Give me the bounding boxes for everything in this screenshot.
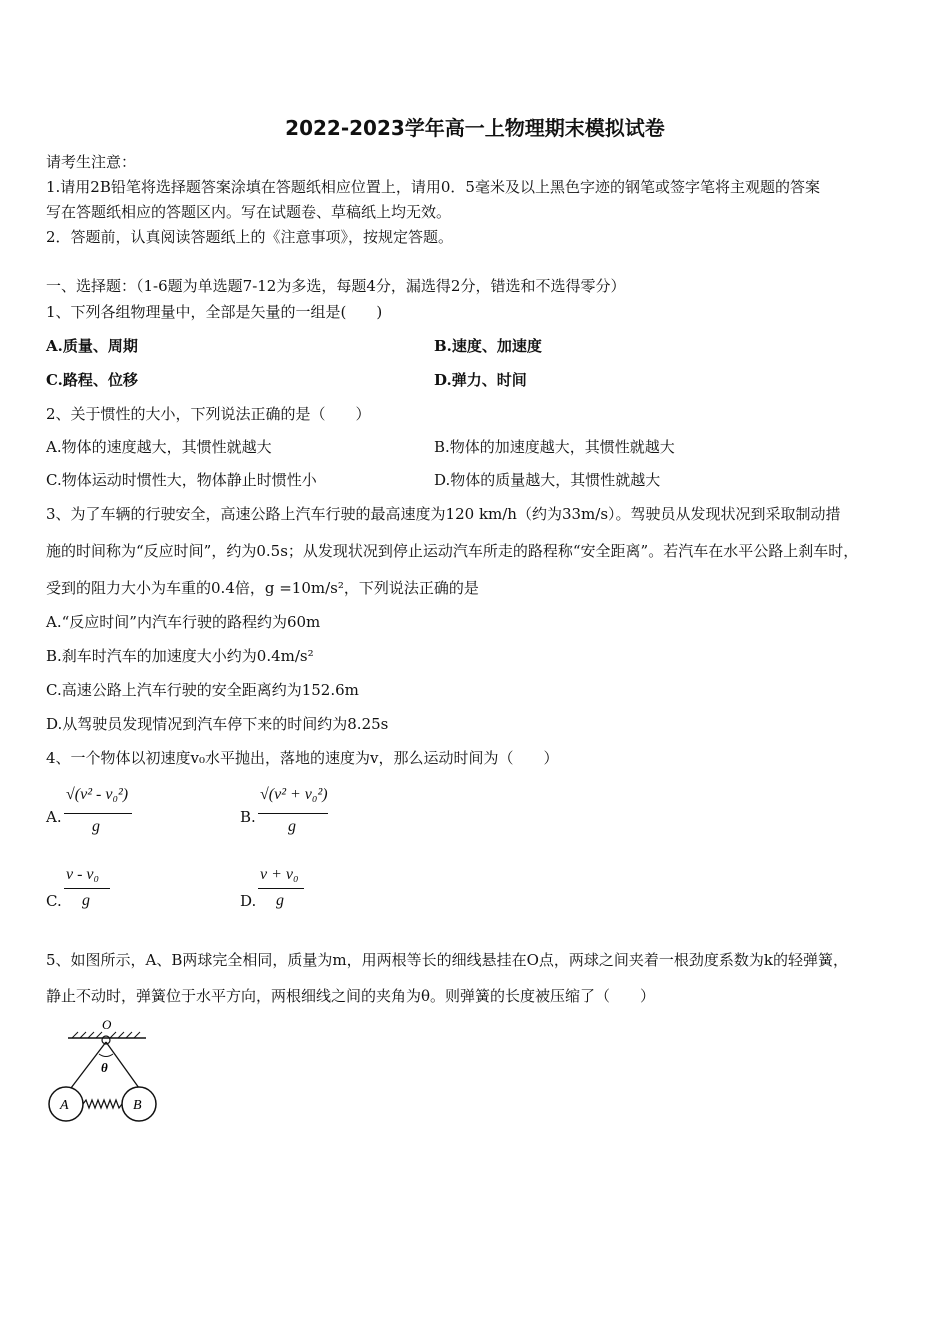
q4-option-b-label: B.: [240, 808, 256, 826]
fraction-bar: [64, 813, 132, 814]
q2-option-b: B.物体的加速度越大，其惯性就越大: [434, 438, 675, 456]
page-title: 2022-2023学年高一上物理期末模拟试卷: [285, 116, 665, 140]
q4-option-d-label: D.: [240, 892, 257, 910]
notice-line1b: 写在答题纸相应的答题区内。写在试题卷、草稿纸上均无效。: [46, 203, 452, 221]
q4-option-b-denominator: g: [288, 818, 296, 835]
fraction-bar: [64, 888, 110, 889]
q4-option-a-numerator: √(v² - v₀²): [66, 786, 129, 803]
q4-option-a-formula: [62, 786, 134, 842]
q3-option-d: D.从驾驶员发现情况到汽车停下来的时间约为8.25s: [46, 715, 389, 733]
q4-option-a-denominator: g: [92, 818, 100, 835]
q4-stem: 4、一个物体以初速度v₀水平抛出，落地的速度为v，那么运动时间为（ ）: [46, 749, 559, 767]
q4-option-b-numerator: √(v² + v₀²): [260, 786, 328, 803]
label-theta: θ: [101, 1060, 108, 1075]
q5-line1: 5、如图所示，A、B两球完全相同，质量为m，用两根等长的细线悬挂在O点，两球之间夹着一根劲度系数为k的轻弹簧，: [46, 951, 849, 969]
q3-option-b: B.刹车时汽车的加速度大小约为0.4m/s²: [46, 647, 314, 665]
q5-figure: [44, 1014, 164, 1126]
q3-option-c: C.高速公路上汽车行驶的安全距离约为152.6m: [46, 681, 359, 699]
q1-option-a: A.质量、周期: [46, 337, 138, 355]
q2-option-c: C.物体运动时惯性大，物体静止时惯性小: [46, 471, 317, 489]
q1-option-b: B.速度、加速度: [434, 337, 542, 355]
q3-option-a: A.“反应时间”内汽车行驶的路程约为60m: [46, 613, 321, 631]
q3-line1: 3、为了车辆的行驶安全，高速公路上汽车行驶的最高速度为120 km/h（约为33m/s）。驾驶员从发现状况到采取制动措: [46, 505, 841, 523]
notice-line2: 2．答题前，认真阅读答题纸上的《注意事项》，按规定答题。: [46, 228, 454, 246]
label-a: A: [60, 1098, 69, 1113]
q4-option-d-formula: [256, 866, 306, 918]
q4-option-a-label: A.: [46, 808, 62, 826]
q1-option-c: C.路程、位移: [46, 371, 138, 389]
section-heading: 一、选择题：（1-6题为单选题7-12为多选，每题4分，漏选得2分，错选和不选得零分）: [46, 277, 626, 295]
q5-line2: 静止不动时，弹簧位于水平方向，两根细线之间的夹角为θ。则弹簧的长度被压缩了（ ）: [46, 987, 656, 1005]
q4-option-c-numerator: v - v₀: [66, 866, 100, 883]
q4-option-c-label: C.: [46, 892, 62, 910]
notice-heading: 请考生注意：: [46, 153, 137, 171]
q1-stem: 1、下列各组物理量中，全部是矢量的一组是( ): [46, 303, 383, 321]
q4-option-c-formula: [62, 866, 112, 918]
fraction-bar: [258, 813, 328, 814]
q4-option-d-numerator: v + v₀: [260, 866, 299, 883]
q4-option-c-denominator: g: [82, 892, 90, 909]
q2-option-d: D.物体的质量越大，其惯性就越大: [434, 471, 661, 489]
ceiling-hatch: [72, 1032, 140, 1038]
q3-line2: 施的时间称为“反应时间”，约为0.5s；从发现状况到停止运动汽车所走的路程称“安全距离”。若汽车在水平公路上刹车时，: [46, 542, 859, 560]
q4-option-d-denominator: g: [276, 892, 284, 909]
q3-line3: 受到的阻力大小为车重的0.4倍，g =10m/s²，下列说法正确的是: [46, 579, 479, 597]
q4-option-b-formula: [256, 786, 330, 842]
string-right: [106, 1042, 139, 1088]
angle-arc: [99, 1054, 113, 1057]
fraction-bar: [258, 888, 304, 889]
notice-line1: 1.请用2B铅笔将选择题答案涂填在答题纸相应位置上，请用0．5毫米及以上黑色字迹的钢笔或签字笔将主观题的答案: [46, 178, 820, 196]
q2-option-a: A.物体的速度越大，其惯性就越大: [46, 438, 272, 456]
spring: [83, 1100, 122, 1108]
q1-option-d: D.弹力、时间: [434, 371, 527, 389]
label-b: B: [133, 1098, 142, 1113]
label-o: O: [102, 1017, 112, 1032]
q2-stem: 2、关于惯性的大小，下列说法正确的是（ ）: [46, 405, 371, 423]
